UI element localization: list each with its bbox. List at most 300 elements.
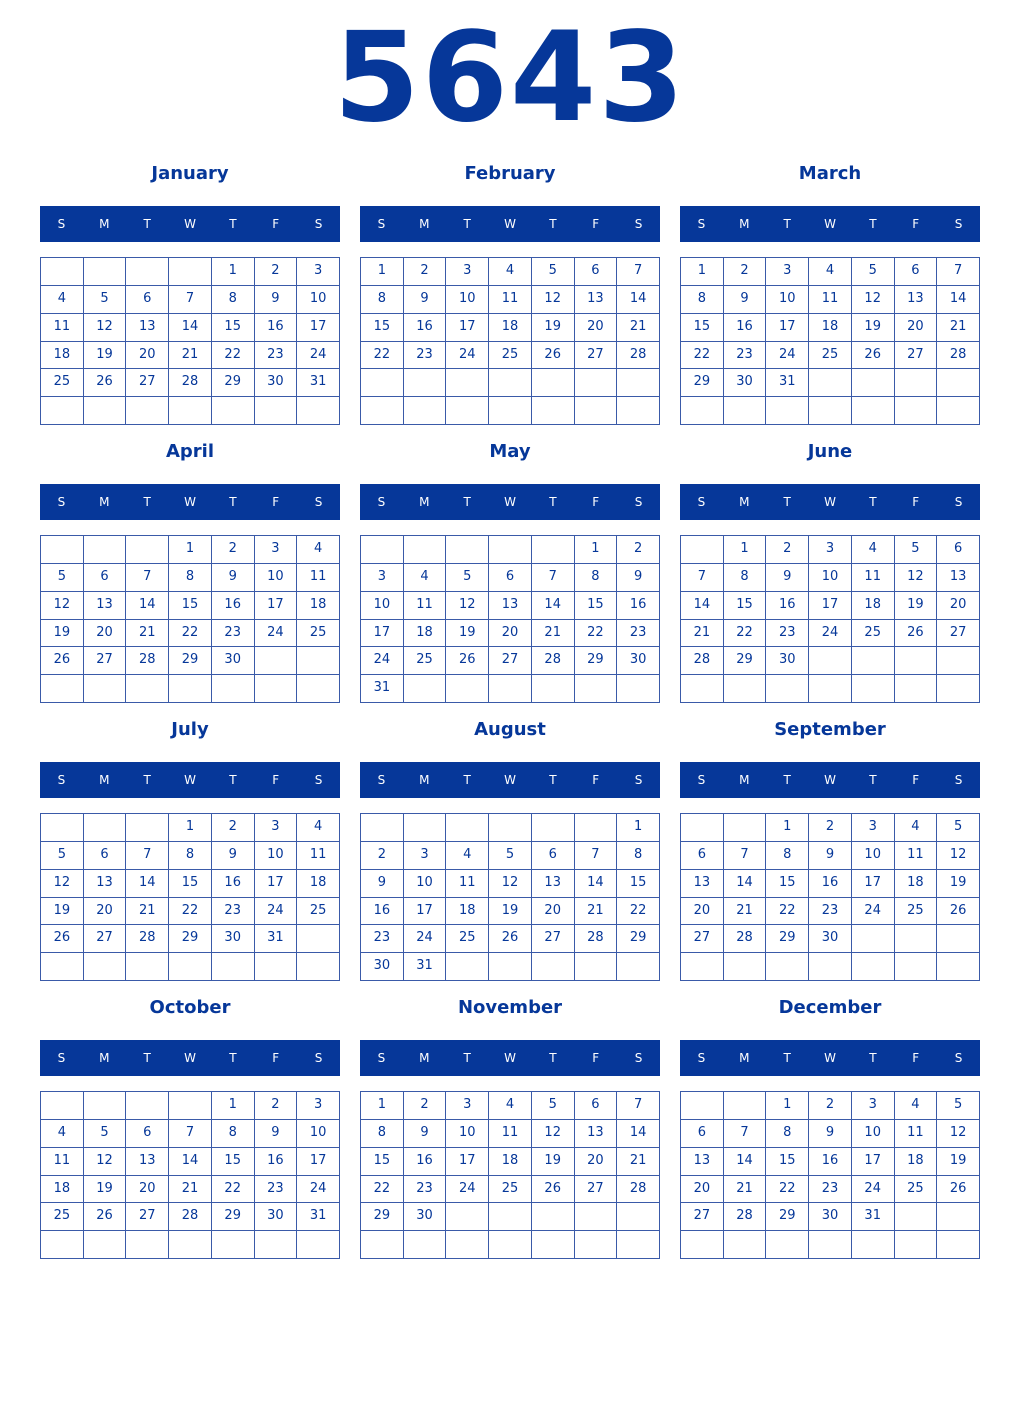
day-cell: 18 — [488, 1147, 531, 1175]
empty-cell — [168, 1091, 211, 1119]
day-cell: 1 — [616, 813, 659, 841]
month-title: November — [457, 997, 563, 1018]
weekday-label: S — [697, 495, 706, 509]
day-cell: 3 — [296, 257, 339, 285]
day-cell: 10 — [360, 591, 403, 619]
day-cell: 23 — [211, 897, 254, 925]
day-cell: 8 — [211, 285, 254, 313]
day-cell: 5 — [488, 841, 531, 869]
day-cell: 23 — [403, 341, 446, 369]
month-title: January — [151, 163, 229, 184]
empty-cell — [851, 674, 894, 702]
empty-cell — [531, 396, 574, 424]
weekday-label: M — [739, 773, 750, 787]
empty-cell — [403, 674, 446, 702]
day-cell: 18 — [488, 313, 531, 341]
empty-cell — [125, 257, 168, 285]
day-cell: 12 — [936, 841, 979, 869]
day-cell: 19 — [851, 313, 894, 341]
empty-cell — [765, 674, 808, 702]
day-cell: 16 — [808, 1147, 851, 1175]
month-title: October — [149, 997, 231, 1018]
day-cell: 23 — [403, 1175, 446, 1203]
weekday-label: T — [549, 495, 557, 509]
day-cell: 24 — [360, 646, 403, 674]
day-cell: 24 — [296, 1175, 339, 1203]
empty-cell — [851, 646, 894, 674]
empty-cell — [808, 646, 851, 674]
day-cell: 23 — [211, 619, 254, 647]
day-cell: 4 — [894, 1091, 937, 1119]
empty-cell — [83, 1091, 126, 1119]
day-cell: 21 — [125, 897, 168, 925]
day-cell: 26 — [936, 897, 979, 925]
empty-cell — [40, 257, 83, 285]
day-cell: 29 — [680, 368, 723, 396]
empty-cell — [168, 1230, 211, 1258]
day-cell: 12 — [40, 869, 83, 897]
weekday-label: T — [549, 1051, 557, 1065]
day-grid — [360, 257, 660, 425]
weekday-label: F — [912, 1051, 920, 1065]
empty-cell — [360, 368, 403, 396]
day-cell: 18 — [40, 341, 83, 369]
empty-cell — [360, 813, 403, 841]
empty-cell — [680, 674, 723, 702]
day-cell: 14 — [723, 1147, 766, 1175]
empty-cell — [168, 952, 211, 980]
weekday-header — [360, 206, 660, 242]
empty-cell — [445, 535, 488, 563]
empty-cell — [488, 396, 531, 424]
day-cell: 4 — [488, 1091, 531, 1119]
day-cell: 27 — [83, 924, 126, 952]
day-cell: 6 — [488, 563, 531, 591]
day-cell: 17 — [765, 313, 808, 341]
day-cell: 14 — [125, 591, 168, 619]
day-cell: 30 — [808, 1202, 851, 1230]
day-cell: 16 — [723, 313, 766, 341]
day-cell: 7 — [125, 841, 168, 869]
weekday-label: S — [697, 1051, 706, 1065]
empty-cell — [723, 952, 766, 980]
empty-cell — [851, 952, 894, 980]
day-cell: 24 — [851, 897, 894, 925]
weekday-header — [40, 1040, 340, 1076]
day-cell: 4 — [894, 813, 937, 841]
day-cell: 2 — [403, 257, 446, 285]
weekday-label: F — [912, 495, 920, 509]
day-cell: 6 — [531, 841, 574, 869]
empty-cell — [445, 396, 488, 424]
day-cell: 6 — [83, 563, 126, 591]
day-cell: 7 — [531, 563, 574, 591]
day-cell: 22 — [680, 341, 723, 369]
weekday-label: T — [869, 217, 877, 231]
day-cell: 27 — [680, 1202, 723, 1230]
day-cell: 8 — [723, 563, 766, 591]
empty-cell — [936, 924, 979, 952]
day-cell: 20 — [680, 1175, 723, 1203]
empty-cell — [574, 674, 617, 702]
day-cell: 15 — [765, 869, 808, 897]
day-cell: 11 — [851, 563, 894, 591]
empty-cell — [254, 396, 297, 424]
weekday-label: S — [634, 217, 643, 231]
day-cell: 31 — [296, 1202, 339, 1230]
day-cell: 22 — [168, 897, 211, 925]
weekday-label: T — [143, 495, 151, 509]
weekday-label: M — [419, 217, 430, 231]
day-cell: 15 — [616, 869, 659, 897]
empty-cell — [488, 1202, 531, 1230]
day-cell: 7 — [723, 1119, 766, 1147]
day-cell: 17 — [296, 1147, 339, 1175]
day-cell: 8 — [168, 841, 211, 869]
day-cell: 24 — [765, 341, 808, 369]
day-cell: 28 — [723, 1202, 766, 1230]
day-cell: 28 — [574, 924, 617, 952]
empty-cell — [125, 674, 168, 702]
day-cell: 15 — [360, 313, 403, 341]
day-cell: 21 — [616, 313, 659, 341]
empty-cell — [488, 952, 531, 980]
empty-cell — [211, 674, 254, 702]
day-cell: 18 — [894, 1147, 937, 1175]
day-cell: 1 — [211, 257, 254, 285]
day-cell: 9 — [403, 285, 446, 313]
weekday-label: T — [143, 773, 151, 787]
weekday-label: W — [824, 217, 836, 231]
day-cell: 23 — [254, 341, 297, 369]
day-cell: 13 — [531, 869, 574, 897]
empty-cell — [403, 396, 446, 424]
day-cell: 7 — [574, 841, 617, 869]
day-cell: 18 — [808, 313, 851, 341]
day-cell: 1 — [765, 1091, 808, 1119]
day-cell: 14 — [574, 869, 617, 897]
empty-cell — [616, 368, 659, 396]
weekday-label: W — [824, 495, 836, 509]
day-cell: 29 — [765, 924, 808, 952]
day-cell: 18 — [403, 619, 446, 647]
day-cell: 10 — [851, 1119, 894, 1147]
day-cell: 17 — [254, 869, 297, 897]
weekday-label: W — [184, 217, 196, 231]
empty-cell — [83, 674, 126, 702]
day-cell: 5 — [445, 563, 488, 591]
empty-cell — [936, 674, 979, 702]
weekday-header — [680, 1040, 980, 1076]
day-cell: 6 — [936, 535, 979, 563]
weekday-header — [360, 484, 660, 520]
day-cell: 6 — [574, 1091, 617, 1119]
empty-cell — [851, 924, 894, 952]
day-cell: 13 — [894, 285, 937, 313]
empty-cell — [83, 257, 126, 285]
day-cell: 4 — [296, 535, 339, 563]
empty-cell — [723, 674, 766, 702]
empty-cell — [936, 396, 979, 424]
weekday-label: S — [57, 1051, 66, 1065]
day-cell: 20 — [574, 313, 617, 341]
day-cell: 19 — [40, 897, 83, 925]
weekday-label: F — [592, 1051, 600, 1065]
month-title: August — [474, 719, 546, 740]
day-cell: 4 — [296, 813, 339, 841]
day-cell: 9 — [211, 563, 254, 591]
day-cell: 3 — [403, 841, 446, 869]
empty-cell — [445, 368, 488, 396]
weekday-label: F — [912, 217, 920, 231]
day-grid — [40, 1091, 340, 1259]
empty-cell — [83, 813, 126, 841]
day-cell: 20 — [574, 1147, 617, 1175]
weekday-label: S — [57, 495, 66, 509]
day-cell: 11 — [894, 841, 937, 869]
day-cell: 8 — [574, 563, 617, 591]
empty-cell — [936, 1202, 979, 1230]
day-cell: 7 — [936, 257, 979, 285]
day-cell: 5 — [936, 1091, 979, 1119]
day-cell: 27 — [83, 646, 126, 674]
weekday-label: T — [783, 1051, 791, 1065]
month-title: December — [778, 997, 882, 1018]
day-cell: 26 — [40, 646, 83, 674]
day-cell: 8 — [680, 285, 723, 313]
day-cell: 10 — [254, 563, 297, 591]
day-cell: 16 — [211, 869, 254, 897]
day-cell: 31 — [765, 368, 808, 396]
day-grid — [360, 1091, 660, 1259]
day-cell: 25 — [894, 1175, 937, 1203]
empty-cell — [403, 368, 446, 396]
day-cell: 2 — [360, 841, 403, 869]
day-cell: 14 — [616, 285, 659, 313]
day-cell: 7 — [168, 285, 211, 313]
day-cell: 1 — [211, 1091, 254, 1119]
day-cell: 13 — [83, 591, 126, 619]
month-title: February — [464, 163, 556, 184]
empty-cell — [125, 535, 168, 563]
day-cell: 17 — [296, 313, 339, 341]
day-cell: 18 — [40, 1175, 83, 1203]
day-cell: 26 — [83, 1202, 126, 1230]
day-cell: 12 — [894, 563, 937, 591]
day-cell: 19 — [894, 591, 937, 619]
day-cell: 26 — [40, 924, 83, 952]
day-cell: 19 — [531, 1147, 574, 1175]
day-cell: 16 — [765, 591, 808, 619]
day-cell: 14 — [168, 1147, 211, 1175]
empty-cell — [211, 952, 254, 980]
day-cell: 29 — [616, 924, 659, 952]
day-cell: 9 — [254, 285, 297, 313]
empty-cell — [83, 1230, 126, 1258]
weekday-label: S — [314, 773, 323, 787]
day-cell: 4 — [445, 841, 488, 869]
day-cell: 19 — [936, 1147, 979, 1175]
day-cell: 22 — [765, 897, 808, 925]
weekday-label: T — [143, 1051, 151, 1065]
empty-cell — [40, 396, 83, 424]
day-cell: 17 — [445, 1147, 488, 1175]
day-cell: 17 — [445, 313, 488, 341]
day-cell: 13 — [488, 591, 531, 619]
day-cell: 23 — [616, 619, 659, 647]
day-cell: 5 — [83, 1119, 126, 1147]
weekday-label: T — [869, 495, 877, 509]
day-cell: 28 — [616, 1175, 659, 1203]
day-cell: 25 — [808, 341, 851, 369]
day-cell: 29 — [765, 1202, 808, 1230]
empty-cell — [254, 952, 297, 980]
day-cell: 21 — [723, 1175, 766, 1203]
day-cell: 13 — [125, 313, 168, 341]
day-cell: 7 — [723, 841, 766, 869]
day-grid — [360, 813, 660, 981]
day-cell: 16 — [403, 1147, 446, 1175]
empty-cell — [680, 535, 723, 563]
day-cell: 14 — [616, 1119, 659, 1147]
day-cell: 18 — [296, 591, 339, 619]
day-cell: 10 — [296, 1119, 339, 1147]
day-cell: 24 — [254, 897, 297, 925]
day-cell: 24 — [296, 341, 339, 369]
month-title: May — [489, 441, 531, 462]
weekday-label: S — [377, 495, 386, 509]
day-cell: 2 — [254, 257, 297, 285]
day-cell: 12 — [488, 869, 531, 897]
day-cell: 16 — [254, 313, 297, 341]
empty-cell — [83, 535, 126, 563]
day-cell: 14 — [168, 313, 211, 341]
empty-cell — [936, 1230, 979, 1258]
day-cell: 10 — [765, 285, 808, 313]
empty-cell — [531, 813, 574, 841]
weekday-label: S — [954, 773, 963, 787]
weekday-label: S — [634, 1051, 643, 1065]
day-cell: 13 — [574, 285, 617, 313]
empty-cell — [723, 396, 766, 424]
day-cell: 28 — [723, 924, 766, 952]
empty-cell — [83, 396, 126, 424]
day-cell: 28 — [125, 646, 168, 674]
weekday-header — [360, 1040, 660, 1076]
day-cell: 25 — [40, 1202, 83, 1230]
day-cell: 5 — [531, 1091, 574, 1119]
weekday-label: S — [57, 217, 66, 231]
day-cell: 5 — [83, 285, 126, 313]
day-cell: 11 — [894, 1119, 937, 1147]
day-cell: 21 — [680, 619, 723, 647]
empty-cell — [40, 535, 83, 563]
day-cell: 17 — [360, 619, 403, 647]
day-cell: 28 — [168, 1202, 211, 1230]
day-cell: 9 — [808, 841, 851, 869]
empty-cell — [680, 1230, 723, 1258]
day-cell: 10 — [445, 285, 488, 313]
empty-cell — [765, 952, 808, 980]
weekday-label: S — [377, 1051, 386, 1065]
empty-cell — [296, 674, 339, 702]
day-cell: 14 — [531, 591, 574, 619]
weekday-label: M — [739, 217, 750, 231]
day-cell: 8 — [616, 841, 659, 869]
weekday-label: W — [504, 1051, 516, 1065]
day-cell: 1 — [168, 813, 211, 841]
day-cell: 18 — [851, 591, 894, 619]
weekday-header — [40, 206, 340, 242]
day-cell: 25 — [296, 897, 339, 925]
empty-cell — [125, 1230, 168, 1258]
day-cell: 19 — [40, 619, 83, 647]
day-cell: 27 — [488, 646, 531, 674]
day-cell: 21 — [723, 897, 766, 925]
weekday-label: W — [184, 1051, 196, 1065]
day-grid — [40, 257, 340, 425]
empty-cell — [808, 674, 851, 702]
day-cell: 8 — [360, 1119, 403, 1147]
day-cell: 14 — [680, 591, 723, 619]
day-cell: 11 — [445, 869, 488, 897]
day-grid — [40, 535, 340, 703]
empty-cell — [296, 396, 339, 424]
weekday-label: T — [229, 1051, 237, 1065]
day-cell: 9 — [211, 841, 254, 869]
empty-cell — [680, 813, 723, 841]
day-cell: 10 — [403, 869, 446, 897]
weekday-label: T — [229, 773, 237, 787]
weekday-label: S — [634, 773, 643, 787]
empty-cell — [168, 396, 211, 424]
empty-cell — [851, 396, 894, 424]
day-cell: 16 — [403, 313, 446, 341]
day-cell: 29 — [360, 1202, 403, 1230]
day-cell: 26 — [488, 924, 531, 952]
day-cell: 1 — [574, 535, 617, 563]
weekday-label: M — [99, 217, 110, 231]
day-cell: 1 — [360, 257, 403, 285]
day-grid — [360, 535, 660, 703]
day-cell: 13 — [680, 869, 723, 897]
day-cell: 18 — [296, 869, 339, 897]
day-cell: 1 — [680, 257, 723, 285]
day-cell: 2 — [808, 813, 851, 841]
empty-cell — [125, 1091, 168, 1119]
day-cell: 19 — [83, 1175, 126, 1203]
day-cell: 7 — [616, 1091, 659, 1119]
day-cell: 8 — [765, 841, 808, 869]
weekday-label: F — [592, 217, 600, 231]
day-cell: 31 — [403, 952, 446, 980]
empty-cell — [936, 368, 979, 396]
day-cell: 22 — [616, 897, 659, 925]
weekday-label: M — [419, 773, 430, 787]
empty-cell — [574, 1230, 617, 1258]
day-cell: 14 — [125, 869, 168, 897]
weekday-label: W — [824, 773, 836, 787]
day-cell: 1 — [765, 813, 808, 841]
weekday-header — [680, 206, 980, 242]
day-cell: 21 — [574, 897, 617, 925]
weekday-label: T — [143, 217, 151, 231]
day-cell: 26 — [531, 1175, 574, 1203]
day-cell: 25 — [851, 619, 894, 647]
weekday-label: F — [592, 773, 600, 787]
day-cell: 16 — [254, 1147, 297, 1175]
day-cell: 28 — [531, 646, 574, 674]
